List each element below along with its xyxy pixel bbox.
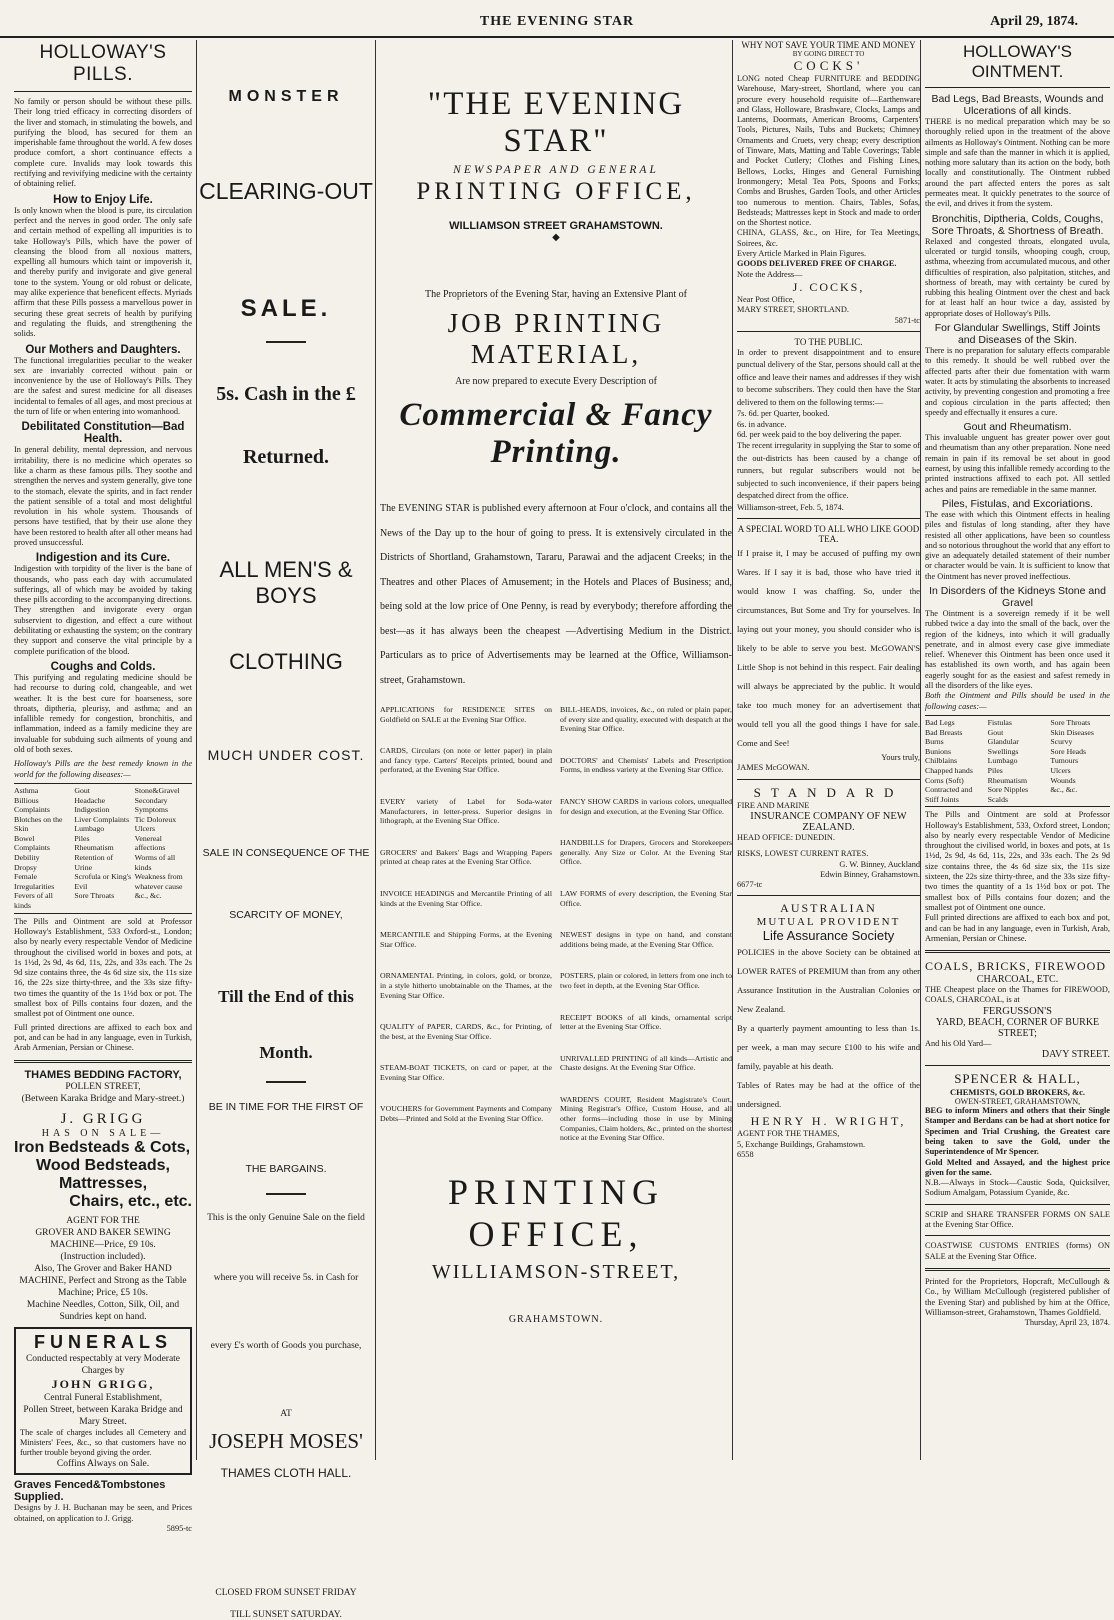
heading-mothers: Our Mothers and Daughters. <box>25 343 181 356</box>
henry-wright: HENRY H. WRIGHT, <box>750 1114 907 1129</box>
why-not-heading: WHY NOT SAVE YOUR TIME AND MONEY <box>741 40 916 50</box>
disease-list-b: Gout Headache Indigestion Liver Complaints Lumbago Piles Rheumatism Retention of Urine Scrofula or King's Evil Sore Throats <box>74 785 132 901</box>
jcocks-name: J. COCKS, <box>792 279 865 294</box>
yard-beach: YARD, BEACH, CORNER OF BURKE STREET; <box>935 1016 1100 1039</box>
ad-grocers: GROCERS' and Bakers' Bags and Wrapping Papers printed at cheap rates at the Evening Star Office. <box>380 847 552 867</box>
yours-truly: Yours truly, <box>881 753 920 763</box>
pills-sale-info: The Pills and Ointment are sold at Professor Holloway's Establishment, 533 Oxford-st., London; also by nearly every respectable Vendor of Medicine throughout the civilised world in boxes and pots, at 1s 1½d, 2s 9d, 4s 6d, 11s, 22s, and 33s each. The 2s 9d size contains three, the 4s 6d size six, the 11s size 16, the 22s size thirty-three, and the 33s size fifty-two times the quantity of the 1s 1½d box or pot. The smallest box of Pills contains four dozen, and the smallest pot of Ointment one ounce. <box>14 916 192 1019</box>
prepared-line: Are now prepared to execute Every Description of <box>455 376 657 387</box>
ad-quality: QUALITY of PAPER, CARDS, &c., for Printing, of the best, at the Evening Star Office. <box>380 1022 552 1041</box>
heading-piles: Piles, Fistulas, and Excoriations. <box>941 497 1094 510</box>
cocks-paragraph: LONG noted Cheap FURNITURE and BEDDING Warehouse, Mary-street, Shortland, where you can procure every household requisite of—Earthenware and Glass, Holloware, Brashware, Clocks, Lamps and Lanterns, Doormats, American Brooms, Carpenters' Tools, Pictures, Nails, Tubs and Buckets; Chimney Ornaments and Cruets, very cheap; every description of Tinware, Mats, Matting and Table Coverings; Table and Pocket Cutlery; Clothes and Fishing Lines, Bellows, Locks, Hinges and General Furnishing Ironmongery; Metal Tea Pots, Spoons and Forks; Combs and Brushes, Garden Tools, and other Articles too numerous to mention. Chairs, Tables, Sofas, Bedsteads; Mattresses kept in Stock and made to order on the Shortest notice. <box>737 74 920 228</box>
cloth-hall-line: THAMES CLOTH HALL. <box>220 1466 352 1480</box>
grover-machine: GROVER AND BAKER SEWING MACHINE—Price, £9 10s. <box>35 1227 171 1250</box>
till-end-line: Till the End of this <box>218 987 354 1006</box>
williamson-street-line: WILLIAMSON STREET GRAHAMSTOWN. <box>449 220 663 232</box>
disease-list-intro: Holloway's Pills are the best remedy known in the world for the following diseases:— <box>14 759 192 779</box>
australian-heading: AUSTRALIAN <box>780 901 877 916</box>
holloway-ointment-title: HOLLOWAY'S OINTMENT. <box>962 42 1073 81</box>
tea-paragraph: If I praise it, I may be accused of puffing my own Wares. If I say it is bad, those who have tried it would know I was chaffing. So, under the circumstances, But Some and Try for yourselves. In laying out your money, you should consider who is likely to be able to serve you best. McGOWAN'S Little Shop is not behind in this respect. Fair dealing will always be appreciated by the public. It would take too much money for an advertisement that would tell you all the good things I have for sale. Come and See! <box>737 548 920 749</box>
column-1 <box>14 40 192 1533</box>
joseph-moses-heading: JOSEPH MOSES' <box>209 1429 363 1453</box>
near-post: Near Post Office, <box>737 294 795 304</box>
charcoal-heading: CHARCOAL, ETC. <box>976 974 1059 986</box>
williamson-date: Williamson-street, Feb. 5, 1874. <box>737 502 844 512</box>
heading-debilitated: Debilitated Constitution—Bad Health. <box>21 421 185 446</box>
exchange-buildings: 5, Exchange Buildings, Grahamstown. <box>737 1139 866 1149</box>
ad-showcards: FANCY SHOW CARDS in various colors, unequalled for design and execution, at the Evening Star Office. <box>560 796 732 816</box>
head-office: HEAD OFFICE: DUNEDIN. <box>737 832 835 842</box>
ad-invoice: INVOICE HEADINGS and Mercantile Printing of all kinds at the Evening Star Office. <box>380 888 552 908</box>
tables-paragraph: Tables of Rates may be had at the office of the undersigned. <box>737 1080 920 1110</box>
ointment-list-b: Fistulas Gout Glandular Swellings Lumbago Piles Rheumatism Sore Nipples Scalds <box>987 717 1029 804</box>
machine-needles: Machine Needles, Cotton, Silk, Oil, and Sundries kept on hand. <box>26 1299 180 1322</box>
ointment-p3: There is no preparation for salutary effects comparable to this remedy. It should be well rubbed over the affected parts after their due fomentation with warm water. It acts by stimulating the absorbents to increased activity, by preventing congestion and promoting a free and copious circulation in the parts affected; then speedy and effectually it ensures a cure. <box>925 346 1110 417</box>
hand-machine: Also, The Grover and Baker HAND MACHINE, Perfect and Strong as the Table Machine; Price, £5 10s. <box>19 1263 187 1298</box>
fire-marine: FIRE AND MARINE <box>737 800 810 810</box>
mary-street: MARY STREET, SHORTLAND. <box>737 305 849 315</box>
printing-ads <box>380 705 732 1165</box>
column-5 <box>925 40 1110 1460</box>
paragraph-mothers: The functional irregularities peculiar to the weaker sex are invariably corrected without pain or inconvenience by the use of Holloway's Pills. They are the safest and surest medicine for all diseases incidental to females of all ages, and most precious at the turn of life or when entering into womanhood. <box>14 355 192 417</box>
mcgowan-name: JAMES McGOWAN. <box>737 763 810 773</box>
pills-directions: Full printed directions are affixed to each box and pot, and can be had in any language, even in Turkish, Arab Armenian, Persian or Chinese. <box>14 1022 192 1053</box>
fergusson-name: FERGUSSON'S <box>983 1005 1052 1017</box>
owen-street: OWEN-STREET, GRAHAMSTOWN, <box>954 1097 1081 1107</box>
thames-address: POLLEN STREET, <box>65 1081 141 1092</box>
masthead-title: THE EVENING STAR <box>479 14 635 29</box>
ointment-list <box>925 715 1110 807</box>
chairs: Chairs, etc., etc. <box>69 1192 192 1210</box>
month-line: Month. <box>259 1043 313 1062</box>
ointment-list-a: Bad Legs Bad Breasts Burns Bunions Chilblains Chapped hands Corns (Soft) Contracted and Stiff Joints <box>925 717 973 804</box>
old-yard: And his Old Yard— <box>925 1038 992 1048</box>
code-standard: 6677-tc <box>737 880 763 890</box>
graves-fenced: Graves Fenced&Tombstones Supplied. <box>14 1479 166 1504</box>
pills-intro: No family or person should be without these pills. Their long tried efficacy in correcting disorders of the liver and stomach, in stimulating the bowels, and purifying the blood, has secured for them an imperishable fame throughout the world. A few doses produce comfort, a short continuance effects a complete cure. Invalids may look towards this rectifying and revivifying medicine with the certainty of obtaining relief. <box>14 97 192 189</box>
ointment-list-c: Sore Throats Skin Diseases Scurvy Sore Heads Tumours Ulcers Wounds &c., &c. <box>1050 717 1094 795</box>
ointment-p2: Relaxed and congested throats, elongated uvula, ulcerated or turgid tonsils, whooping cough, croup, asthma, wheezing from accumulated mucous, and other difficulties of respiration, also palpitation, stitches, and shortness of breath, may with certainty be cured by rubbing this healing Ointment over the chest and back for at least half an hour twice a day, assisted by appropriate doses of Holloway's Pills. <box>925 236 1110 318</box>
iron-bedsteads: Iron Bedsteads & Cots, <box>14 1138 191 1156</box>
thames-between: (Between Karaka Bridge and Mary-street.) <box>21 1093 185 1104</box>
masthead <box>0 0 1114 38</box>
ad-mercantile: MERCANTILE and Shipping Forms, at the Evening Star Office. <box>380 930 552 949</box>
genuine-line: This is the only Genuine Sale on the field <box>207 1213 365 1223</box>
risks-rates: RISKS, LOWEST CURRENT RATES. <box>737 849 869 859</box>
ad-receipt: RECEIPT BOOKS of all kinds, ornamental script letter at the Evening Star Office. <box>560 1012 732 1032</box>
mutual-provident: MUTUAL PROVIDENT <box>756 916 901 929</box>
every-line: every £'s worth of Goods you purchase, <box>210 1341 362 1351</box>
column-2-clearing-sale <box>196 40 376 1620</box>
heading-enjoy-life: How to Enjoy Life. <box>53 193 153 206</box>
to-the-public: TO THE PUBLIC. <box>794 336 863 347</box>
ointment-p4: This invaluable unguent has greater power over gout and rheumatism than any other preparation. None need remain in pain if its removal be set about in good earnest, by using this infallible remedy according to the printed instructions affixed to each pot. All settled aches and pains are remediable in the same manner. <box>925 433 1110 494</box>
ointment-list-intro: Both the Ointment and Pills should be used in the following cases:— <box>925 691 1110 711</box>
paragraph-debilitated: In general debility, mental depression, and nervous irritability, there is no medicine which operates so like a charm as these famous pills. They soothe and strengthen the nerves and system generally, give tone to the stomach, elevate the spirits, and in fact render the patient sensible of a total and most delightful revolution in his whole system. Thousands of persons have testified, that by their use alone they have been restored to health after all other means had proved unsuccessful. <box>14 445 192 547</box>
scarcity-line: SCARCITY OF MONEY, <box>229 909 343 921</box>
returned-heading: Returned. <box>242 446 330 468</box>
chemists-line: CHEMISTS, GOLD BROKERS, &c. <box>949 1087 1086 1098</box>
printing-office-heading: PRINTING OFFICE, <box>416 178 696 205</box>
insurance-company: INSURANCE COMPANY OF NEW ZEALAND. <box>750 810 907 833</box>
evening-star-title: "THE EVENING STAR" <box>427 86 685 159</box>
note-address: Note the Address— <box>737 269 803 279</box>
cocks-heading: COCKS' <box>793 58 864 73</box>
agent-for: AGENT FOR THE <box>66 1215 140 1226</box>
disease-list-c: Stone&Gravel Secondary Symptoms Tic Doloreux Ulcers Venereal affections Worms of all kinds Weakness from whatever cause &c., &c. <box>134 785 183 901</box>
code-cocks: 5871-tc <box>894 315 920 325</box>
mattresses: Mattresses, <box>58 1174 148 1192</box>
evening-star-paragraph: The EVENING STAR is published every afternoon at Four o'clock, and contains all the News of the Day up to the hour of going to press. It is extensively circulated in the Districts of Shortland, Grahamstown, Tararu, Parawai and the adjacent Creeks; in the Theatres and other Places of Amusement; in the Hotels and Places of Business; and, being sold at the low price of One Penny, is read by everybody; therefore affording the best—as it has always been the cheapest —Advertising Medium in the District. Particulars as to price of Advertisements may be learned at the Office, Williamson-street, Grahamstown. <box>380 503 732 686</box>
goods-delivered: GOODS DELIVERED FREE OF CHARGE. <box>737 259 897 269</box>
closed-line: CLOSED FROM SUNSET FRIDAY <box>215 1588 357 1598</box>
be-in-time-line: BE IN TIME FOR THE FIRST OF <box>208 1101 364 1113</box>
clearing-out-heading: CLEARING-OUT <box>199 178 373 204</box>
monster-heading: MONSTER <box>228 88 344 105</box>
ad-lawforms: LAW FORMS of every description, the Evening Star Office. <box>560 888 732 908</box>
binney-grahamstown: Edwin Binney, Grahamstown. <box>820 869 920 879</box>
ad-ornamental: ORNAMENTAL Printing, in colors, gold, or bronze, in a style hitherto unobtainable on the Thames, at the Evening Star Office. <box>380 971 552 1000</box>
newspaper-general: NEWSPAPER AND GENERAL <box>453 164 659 176</box>
paragraph-coughs: This purifying and regulating medicine should be had recourse to during cold, changeable, and wet weather. It is the best cure for hoarseness, sore throats, diptheria, pleurisy, and asthma; and an infallible remedy for congestion, bronchitis, and inflammation, indeed as a family medicine they are invaluable for subduing such ailments of young and old of both sexes. <box>14 672 192 755</box>
ad-billheads: BILL-HEADS, invoices, &c., on ruled or plain paper, of every size and quality, executed with despatch at the Evening Star Office. <box>560 705 732 734</box>
funerals-name: JOHN GRIGG, <box>51 1376 155 1391</box>
standard-heading: STANDARD <box>753 784 904 800</box>
under-cost-heading: MUCH UNDER COST. <box>207 747 365 763</box>
gold-melted: Gold Melted and Assayed, and the highest price given for the same. <box>925 1157 1110 1177</box>
heading-indigestion: Indigestion and its Cure. <box>35 552 171 565</box>
ad-cards: CARDS, Circulars (on note or letter paper) in plain and fancy type. Carters' Receipts printed, bound and perforated, at the Evening Star Office. <box>380 746 552 775</box>
irregularity-paragraph: The recent irregularity in supplying the Star to some of the out-districts has been caused by a change of runners, but regular subscribers would not be subjected to such inconvenience, if their papers being despatched direct from the office. <box>737 441 920 501</box>
spencer-hall: SPENCER & HALL, <box>954 1071 1081 1087</box>
ad-newest: NEWEST designs in type on hand, and constant additions being made, at the Evening Star Office. <box>560 930 732 949</box>
ointment-p6: The Ointment is a sovereign remedy if it be well rubbed twice a day into the small of the back, over the region of the kidneys, into which it will gradually penetrate, and in almost every case give immediate relief. Whenever this Ointment has been once used it has established its own worth, and has again been eagerly sought for as the easiest and safest remedy in all the disorders of the like eyes. <box>925 608 1110 691</box>
disease-list <box>14 783 192 914</box>
quarterly-paragraph: By a quarterly payment amounting to less than 1s. per week, a man may secure £100 to his wife and family, payable at his death. <box>737 1023 920 1072</box>
ad-warden: WARDEN'S COURT, Resident Magistrate's Court, Mining Registrar's Office, Custom House, and all other forms—including those in use by Mining Companies, Claim holders, &c., printed on the shortest notice at the Evening Star Office. <box>560 1094 732 1143</box>
agent-thames: AGENT FOR THE THAMES, <box>737 1129 840 1139</box>
wood-bedsteads: Wood Bedsteads, <box>36 1156 170 1174</box>
heading-glandular: For Glandular Swellings, Stiff Joints and Diseases of the Skin. <box>934 322 1101 347</box>
coffins-on-sale: Coffins Always on Sale. <box>56 1459 150 1470</box>
ad-posters: POSTERS, plain or colored, in letters from one inch to two feet in depth, at the Evening Star Office. <box>560 971 732 990</box>
consequence-line: SALE IN CONSEQUENCE OF THE <box>202 847 370 859</box>
designs-note: Designs by J. H. Buchanan may be seen, and Prices obtained, on application to J. Grigg. <box>14 1503 192 1523</box>
heading-bronchitis: Bronchitis, Diptheria, Colds, Coughs, Sore Throats, & Shortness of Breath. <box>931 212 1104 237</box>
disease-list-a: Asthma Billious Complaints Blotches on the Skin Bowel Complaints Debility Dropsy Female Irregularities Fevers of all kinds <box>14 785 63 911</box>
heading-coughs: Coughs and Colds. <box>50 660 156 673</box>
ad-labels: EVERY variety of Label for Soda-water Manufacturers, in letter-press. Superior designs in lithograph, at the Evening Star Office. <box>380 796 552 826</box>
binney-auckland: G. W. Binney, Auckland <box>839 859 920 869</box>
at-line: AT <box>280 1409 292 1419</box>
proprietors-line: The Proprietors of the Evening Star, having an Extensive Plant of <box>424 289 688 300</box>
ointment-p5: The ease with which this Ointment effects in healing piles and fistulas of long standing, after they have resisted all other applications, have been so countless and so notorious throughout the world that any effort to give an adequately detailed statement of their number or character would be vain. It is sufficient to know that the Ointment has never proved ineffectious. <box>925 509 1110 581</box>
special-word-heading: A SPECIAL WORD TO ALL WHO LIKE GOOD TEA. <box>737 524 920 545</box>
ad-handbills: HANDBILLS for Drapers, Grocers and Storekeepers generally. Any Size or Color. At the Evening Star Office. <box>560 838 732 867</box>
till-sunset-line: TILL SUNSET SATURDAY. <box>230 1610 342 1620</box>
cash-heading: 5s. Cash in the £ <box>216 383 356 405</box>
heading-gout: Gout and Rheumatism. <box>963 421 1072 434</box>
ad-vouchers: VOUCHERS for Government Payments and Company Debts—Printed and Sold at the Evening Star Office. <box>380 1104 552 1124</box>
commercial-fancy-heading: Commercial & Fancy Printing. <box>399 397 713 470</box>
terms-week: 6d. per week paid to the boy delivering the paper. <box>737 429 902 439</box>
davy-street: DAVY STREET. <box>1041 1049 1110 1061</box>
funerals-box <box>14 1327 192 1476</box>
heading-kidneys: In Disorders of the Kidneys Stone and Gravel <box>929 584 1106 609</box>
ad-steamboat: STEAM-BOAT TICKETS, on card or paper, at the Evening Star Office. <box>380 1063 552 1082</box>
code-col1: 5895-tc <box>166 1523 192 1533</box>
ointment-subtitle: Bad Legs, Bad Breasts, Wounds and Ulcerations of all kinds. <box>931 93 1104 117</box>
coals-heading: COALS, BRICKS, FIREWOOD <box>925 959 1107 974</box>
bargains-line: THE BARGAINS. <box>245 1163 327 1175</box>
beg-paragraph: BEG to inform Miners and others that their Single Stamper and Berdans can be had at short notice for Specimen and Trial Crushing, the Greatest care being taken to save the Gold, under the Superintendence of Mr Spencer. <box>925 1106 1110 1157</box>
job-printing-heading: JOB PRINTING MATERIAL, <box>447 308 665 369</box>
ad-unrivalled: UNRIVALLED PRINTING of all kinds—Artistic and Chaste designs. At the Evening Star Office. <box>560 1053 732 1073</box>
clothing-heading: CLOTHING <box>229 649 343 674</box>
column-4 <box>737 40 921 1460</box>
thames-bedding-title: THAMES BEDDING FACTORY, <box>24 1068 182 1081</box>
williamson-street-footer: WILLIAMSON-STREET, <box>431 1260 681 1283</box>
funerals-conducted: Conducted respectably at very Moderate Charges by <box>25 1353 181 1376</box>
sale-heading: SALE. <box>240 295 332 322</box>
ads-left-column <box>380 705 552 1165</box>
ointment-p8: Full printed directions are affixed to each box and pot, and can be had in any language, even in Turkish, Arab, Armenian, Persian or Chinese. <box>925 913 1110 943</box>
plain-figures: Every Article Marked in Plain Figures. <box>737 249 867 259</box>
paragraph-indigestion: Indigestion with torpidity of the liver is the bane of thousands, who pass each day with accumulated sufferings, all of which may be avoided by taking these pills according to the accompanying directions. They strengthen and invigorate every organ subservient to digestion, and effect a cure without debilitating or exhausting the system; on the contrary they support and conserve the vital principle by a complete purification of the blood. <box>14 564 192 656</box>
cheapest-line: THE Cheapest place on the Thames for FIREWOOD, COALS, CHARCOAL, is at <box>925 985 1110 1005</box>
thursday-date: Thursday, April 23, 1874. <box>1024 1318 1110 1328</box>
ad-doctors: DOCTORS' and Chemists' Labels and Prescription Forms, in endless variety at the Evening Star Office. <box>560 755 732 775</box>
ads-right-column <box>560 705 732 1165</box>
scrip-forms: SCRIP and SHARE TRANSFER FORMS ON SALE at the Evening Star Office. <box>925 1209 1110 1230</box>
ad-applications: APPLICATIONS for RESIDENCE SITES on Goldfield on SALE at the Evening Star Office. <box>380 705 552 724</box>
printing-office-footer: PRINTING OFFICE, <box>448 1171 664 1254</box>
code-wright: 6558 <box>737 1149 754 1159</box>
ointment-p7: The Pills and Ointment are sold at Professor Holloway's Establishment, 533, Oxford street, London; also by nearly every respectable Vendor of Medicine throughout the civilised world, in boxes and pots, at 1s 1½d, 2s 9d, 4s 6d, 11s, 22s, and 33s each. The 2s 9d size contains three, the 4s 6d size six, the 11s size sixteen, the 22s size thirty-three, and the 33s size fifty-two times the quantity of a 1s 1½d box or pot. The smallest box of Pills contains four dozen; and the smallest pot of Ointment one ounce. <box>925 810 1110 912</box>
nb-stock: N.B.—Always in Stock—Caustic Soda, Quicksilver, Sodium Amalgam, Potassium Cyanide, &c. <box>925 1178 1110 1198</box>
funerals-scale: The scale of charges includes all Cemetery and Ministers' Fees, &c., so that customers have no further trouble beyond giving the order. <box>20 1427 186 1458</box>
ointment-p1: THERE is no medical preparation which may be so thoroughly relied upon in the treatment of the above ailments as Holloway's Ointment. Nothing can be more simple and safe than the manner in which it is applied, nothing more salutary than its action on the body, both locally and constitutionally. The Ointment rubbed around the part affected enters the pores as salt permeates meat. It quickly penetrates to the source of the evil, and drives it from the system. <box>925 117 1110 209</box>
where-line: where you will receive 5s. in Cash for <box>213 1273 359 1283</box>
by-going: BY GOING DIRECT TO <box>792 50 865 58</box>
masthead-date: April 29, 1874. <box>990 14 1078 29</box>
grahamstown-footer: GRAHAMSTOWN. <box>508 1313 604 1325</box>
order-paragraph: In order to prevent disappointment and to ensure punctual delivery of the Star, persons should call at the office and leave their names and addresses if they wish to become subscribers. They could then have the Star delivered to them on the following terms:— <box>737 347 920 407</box>
funerals-address: Pollen Street, between Karaka Bridge and Mary Street. <box>23 1404 183 1427</box>
funerals-title: FUNERALS <box>34 1331 172 1352</box>
grigg-name: J. GRIGG <box>60 1110 146 1127</box>
has-on-sale: HAS ON SALE— <box>41 1127 165 1139</box>
terms-advance: 6s. in advance. <box>737 419 787 429</box>
funerals-establishment: Central Funeral Establishment, <box>44 1392 162 1403</box>
terms-quarter: 7s. 6d. per Quarter, booked. <box>737 409 830 419</box>
coastwise-forms: COASTWISE CUSTOMS ENTRIES (forms) ON SALE at the Evening Star Office. <box>925 1241 1110 1261</box>
life-assurance: Life Assurance Society <box>762 928 895 944</box>
printed-for: Printed for the Proprietors, Hopcraft, McCullough & Co., by William McCullough (registered publisher of the Evening Star) and published by him at the Office, Williamson-street, Grahamstown, Thames Goldfield. <box>925 1276 1110 1317</box>
holloway-pills-title: HOLLOWAY'S PILLS. <box>39 42 167 85</box>
china-glass: CHINA, GLASS, &c., on Hire, for Tea Meetings, Soirees, &c. <box>737 228 920 248</box>
paragraph-enjoy-life: Is only known when the blood is pure, its circulation perfect and the nerves in good order. The only safe and certain method of expelling all impurities is to take Holloway's Pills, which have the power of cleansing the blood from all noxious matters, expelling all humours which taint or impoverish it, and thereby purify and invigorate and give general tone to the system. Young or old robust or delicate, may alike experience that beneficent effects. Myriads affirm that these Pills possess a marvellous power in securing these great secrets of health by purifying and regulating the fluids, and strengthening the solids. <box>14 205 192 339</box>
column-3-printing-office: "THE EVENING STAR" NEWSPAPER AND GENERAL PRINTING OFFICE, WILLIAMSON STREET GRAHAMSTOWN. ◆ The Proprietors of the Evening Star, having an Extensive Plant of JOB PRINTING MATERIAL, Are now prepared to execute Every Description of Commercial & Fancy Printing. The EVENING STAR is published every afternoon at Four o'clock, and contains all the News of the Day up to the hour of going to press. It is extensively circulated in the Districts of Shortland, Grahamstown, Tararu, Parawai and the adjacent Creeks; in the Theatres and other Places of Amusement; in the Hotels and Places of Business; and, being sold at the low price of One Penny, is read by everybody; therefore affording the best—as it has always been the cheapest —Advertising Medium in the District. Particulars as to price of Advertisements may be learned at the Office, Williamson-street, Grahamstown. APPLICATIONS for RESIDENCE SITES on Goldfield on SALE at the Evening Star Office. CARDS, Circulars (on note or letter paper) in plain and fancy type. Carters' Receipts printed, bound and perforated, at the Evening Star Office. EVERY variety of Label for Soda-water Manufacturers, in letter-press. Superior designs in lithograph, at the Evening Star Office. GROCERS' and Bakers' Bags and Wrapping Papers printed at cheap rates at the Evening Star Office. INVOICE HEADINGS and Mercantile Printing of all kinds at the Evening Star Office. MERCANTILE and Shipping Forms, at the Evening Star Office. ORNAMENTAL Printing, in colors, gold, or bronze, in a style hitherto unobtainable on the Thames, at the Evening Star Office. QUALITY of PAPER, CARDS, &c., for Printing, of the best, at the Evening Star Office. STEAM-BOAT TICKETS, on card or paper, at the Evening Star Office. VOUCHERS for Government Payments and Company Debts—Printed and Sold at the Evening Star Office. BILL-HEADS, invoices, &c., on ruled or plain paper, of every size and quality, executed with despatch at the Evening Star Office. DOCTORS' and Chemists' Labels and Prescription Forms, in endless variety at the Evening Star Office. FANCY SHOW CARDS in various colors, unequalled for design and execution, at the Evening Star Office. HANDBILLS for Drapers, Grocers and Storekeepers generally. Any Size or Color. At the Evening Star Office. LAW FORMS of every description, the Evening Star Office. NEWEST designs in type on hand, and constant additions being made, at the Evening Star Office. POSTERS, plain or colored, in letters from one inch to two feet in depth, at the Evening Star Office. RECEIPT BOOKS of all kinds, ornamental script letter at the Evening Star Office. UNRIVALLED PRINTING of all kinds—Artistic and Chaste designs. At the Evening Star Office. WARDEN'S COURT, Resident Magistrate's Court, Mining Registrar's Office, Custom House, and all other forms—including those in use by Mining Companies, Claim holders, &c., printed on the shortest notice at the Evening Star Office. PRINTING OFFICE, WILLIAMSON-STREET, GRAHAMSTOWN. <box>380 40 733 1460</box>
all-mens-heading: ALL MEN'S & BOYS <box>219 557 353 608</box>
policies-paragraph: POLICIES in the above Society can be obtained at LOWER RATES of PREMIUM than from any other Assurance Institution in the Australian Colonies or New Zealand. <box>737 947 920 1015</box>
instruction-included: (Instruction included). <box>60 1251 146 1262</box>
